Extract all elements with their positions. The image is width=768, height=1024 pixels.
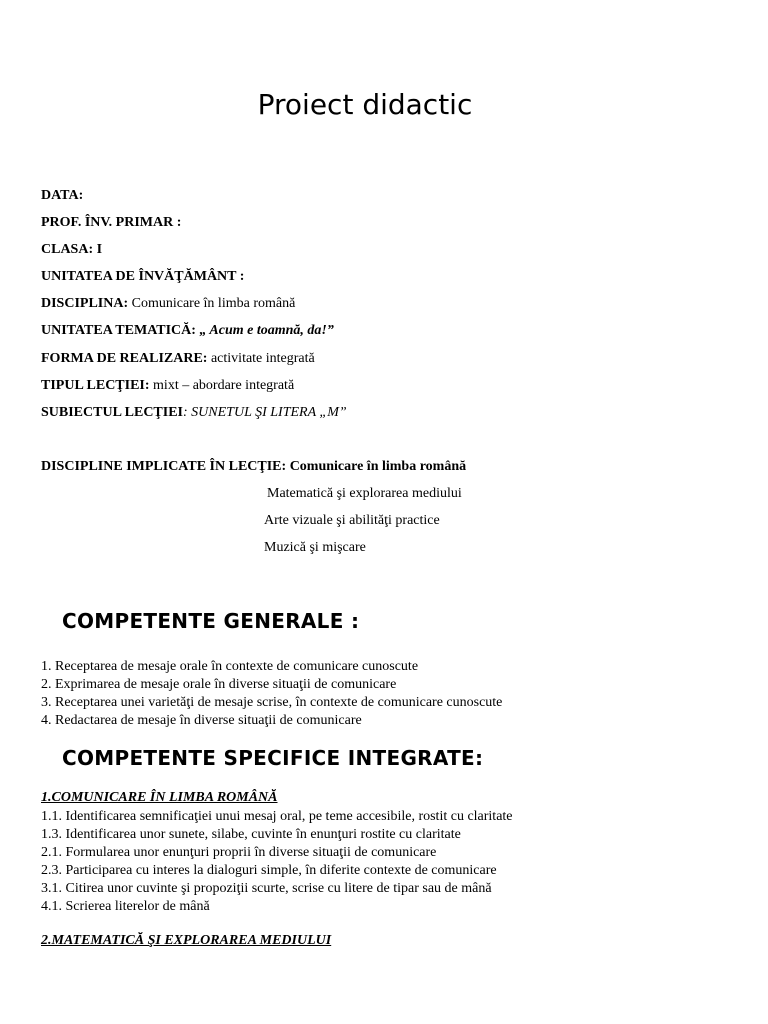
info-unitatea	[41, 268, 244, 286]
discipline-item: Muzică şi mişcare	[264, 540, 366, 555]
info-label: CLASA: I	[41, 242, 103, 257]
specific-list	[41, 808, 513, 916]
info-label: SUBIECTUL LECŢIEI	[41, 405, 184, 420]
info-value: „ Acum e toamnă, da!”	[199, 323, 334, 338]
info-label: DISCIPLINA:	[41, 296, 129, 311]
discipline-item: Matematică şi explorarea mediului	[267, 486, 462, 501]
info-label: UNITATEA DE ÎNVĂŢĂMÂNT :	[41, 269, 245, 284]
info-label: UNITATEA TEMATICĂ:	[41, 323, 196, 338]
info-tipul	[41, 377, 294, 395]
disciplines-row	[41, 458, 466, 476]
list-item: 4.1. Scrierea literelor de mână	[41, 899, 210, 914]
info-subiectul	[41, 404, 347, 422]
info-value: mixt – abordare integrată	[153, 378, 295, 393]
info-tematica	[41, 322, 334, 340]
list-item: 2.3. Participarea cu interes la dialoguri simple, în diferite contexte de comunicare	[41, 863, 497, 878]
disciplines-first: Comunicare în limba română	[289, 459, 467, 474]
specific-subheading-2: 2.MATEMATICĂ ŞI EXPLORAREA MEDIULUI	[41, 933, 332, 948]
discipline-item: Arte vizuale şi abilităţi practice	[264, 513, 440, 528]
list-item: 3. Receptarea unei varietăţi de mesaje scrise, în contexte de comunicare cunoscute	[41, 695, 503, 710]
info-value: activitate integrată	[210, 351, 315, 366]
info-label: DATA:	[41, 188, 84, 203]
info-prof	[41, 214, 181, 232]
info-value: Comunicare în limba română	[131, 296, 296, 311]
info-forma	[41, 350, 315, 368]
general-list	[41, 658, 502, 730]
info-clasa	[41, 241, 102, 259]
specific-subheading-1: 1.COMUNICARE ÎN LIMBA ROMÂNĂ	[41, 790, 278, 805]
info-label: TIPUL LECŢIEI:	[41, 378, 150, 393]
general-heading: COMPETENTE GENERALE :	[62, 609, 360, 633]
list-item: 2. Exprimarea de mesaje orale în diverse situaţii de comunicare	[41, 677, 397, 692]
info-data	[41, 187, 83, 205]
list-item: 4. Redactarea de mesaje în diverse situaţii de comunicare	[41, 713, 362, 728]
info-label: PROF. ÎNV. PRIMAR :	[41, 215, 182, 230]
specific-heading: COMPETENTE SPECIFICE INTEGRATE:	[62, 746, 484, 770]
list-item: 2.1. Formularea unor enunţuri proprii în diverse situaţii de comunicare	[41, 845, 437, 860]
info-label: FORMA DE REALIZARE:	[41, 351, 208, 366]
list-item: 1.3. Identificarea unor sunete, silabe, cuvinte în enunţuri rostite cu claritate	[41, 827, 461, 842]
list-item: 1.1. Identificarea semnificaţiei unui mesaj oral, pe teme accesibile, rostit cu claritate	[41, 809, 513, 824]
page-title: Proiect didactic	[257, 88, 473, 121]
disciplines-label: DISCIPLINE IMPLICATE ÎN LECŢIE:	[41, 459, 287, 474]
list-item: 3.1. Citirea unor cuvinte şi propoziţii scurte, scrise cu litere de tipar sau de mână	[41, 881, 492, 896]
info-disciplina	[41, 295, 295, 313]
info-value: : SUNETUL ŞI LITERA „M”	[183, 405, 347, 420]
list-item: 1. Receptarea de mesaje orale în contexte de comunicare cunoscute	[41, 659, 419, 674]
